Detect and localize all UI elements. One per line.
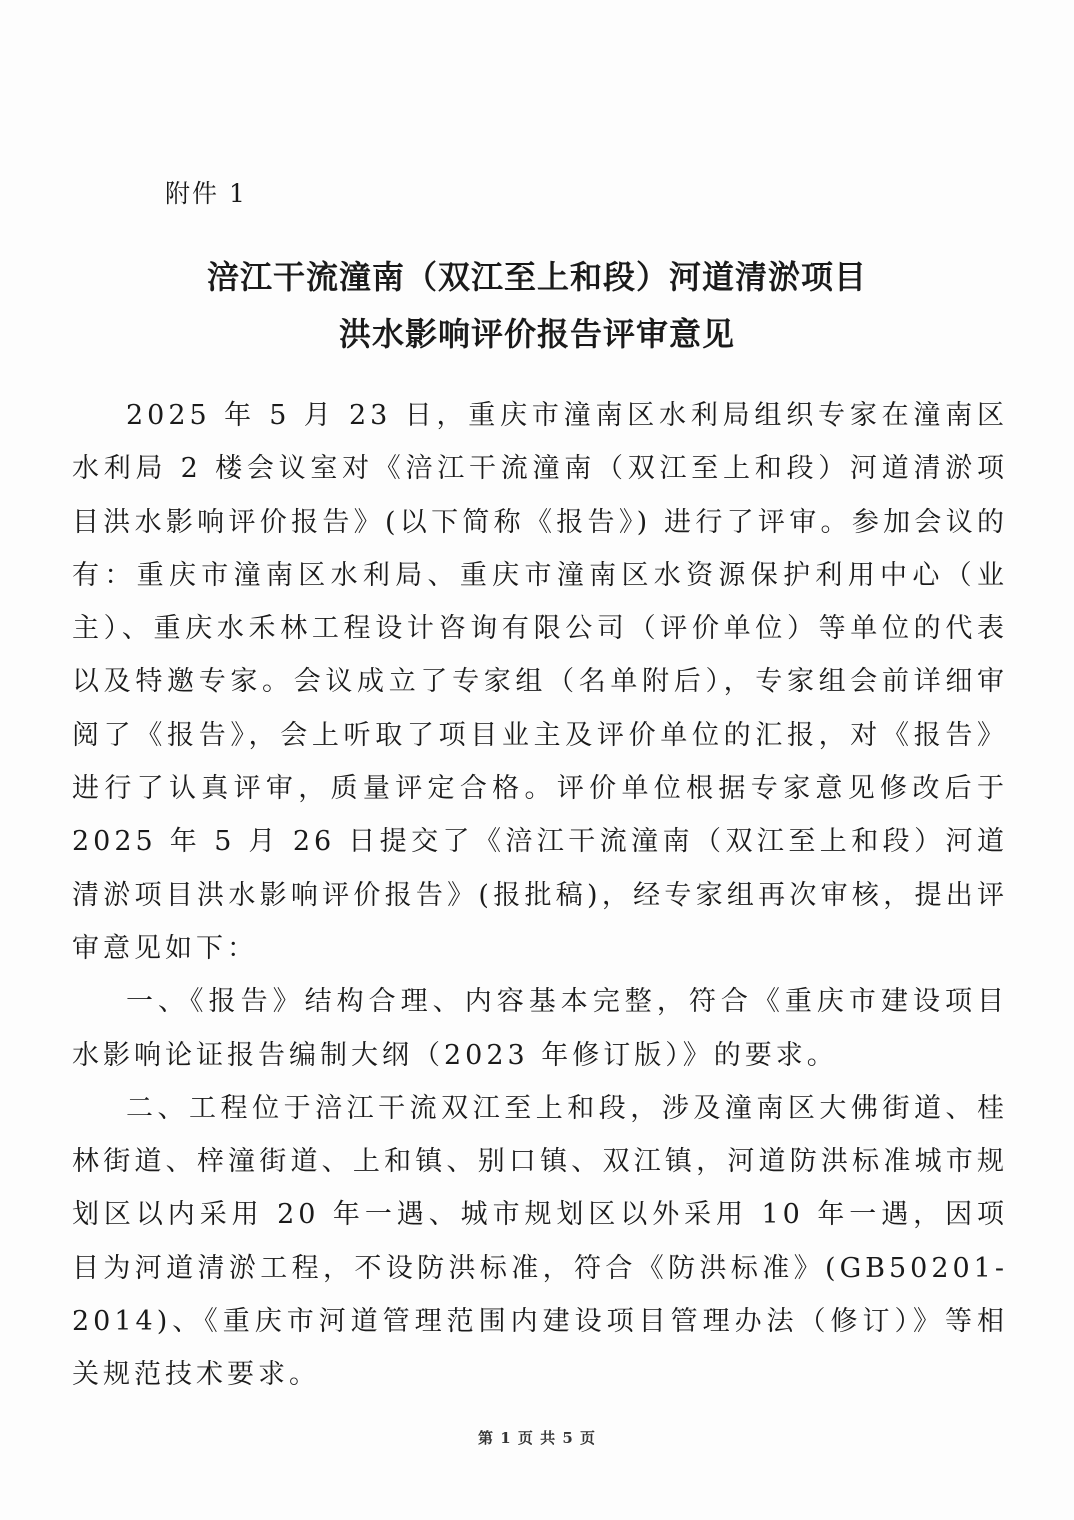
document-body [72, 389, 1008, 1402]
page-number-footer: 第 1 页 共 5 页 [478, 1429, 596, 1447]
body-paragraph-intro: 2025 年 5 月 23 日，重庆市潼南区水利局组织专家在潼南区水利局 2 楼会议室对《涪江干流潼南（双江至上和段）河道清淤项目洪水影响评价报告》(以下简称《报告》) 进行了评审。参加会议的有：重庆市潼南区水利局、重庆市潼南区水资源保护利用中心（业主）、重庆水禾林工程设计咨询有限公司（评价单位）等单位的代表以及特邀专家。会议成立了专家组（名单附后），专家组会前详细审阅了《报告》，会上听取了项目业主及评价单位的汇报，对《报告》进行了认真评审，质量评定合格。评价单位根据专家意见修改后于 2025 年 5 月 26 日提交了《涪江干流潼南（双江至上和段）河道清淤项目洪水影响评价报告》(报批稿)，经专家组再次审核，提出评审意见如下： [72, 400, 1008, 964]
attachment-label: 附件 1 [165, 179, 247, 208]
body-paragraph-item-1: 一、《报告》结构合理、内容基本完整，符合《重庆市建设项目水影响论证报告编制大纲（2023 年修订版）》的要求。 [72, 986, 1008, 1071]
body-paragraph-item-2: 二、工程位于涪江干流双江至上和段，涉及潼南区大佛街道、桂林街道、梓潼街道、上和镇、别口镇、双江镇，河道防洪标准城市规划区以内采用 20 年一遇、城市规划区以外采用 10 年一遇，因项目为河道清淤工程，不设防洪标准，符合《防洪标准》(GB50201-2014)、《重庆市河道管理范围内建设项目管理办法（修订）》等相关规范技术要求。 [72, 1092, 1008, 1391]
document-title-line-2: 洪水影响评价报告评审意见 [338, 315, 735, 353]
document-title-line-1: 涪江干流潼南（双江至上和段）河道清淤项目 [206, 258, 867, 296]
